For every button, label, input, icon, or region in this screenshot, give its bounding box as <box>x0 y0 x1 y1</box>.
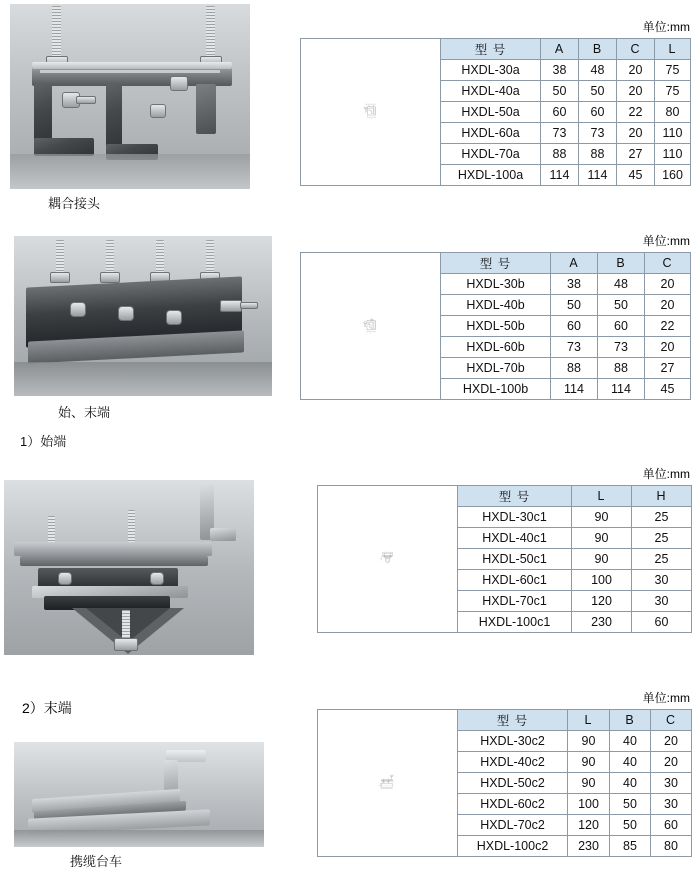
col-header-b: B <box>598 253 645 274</box>
cell-model: HXDL-40a <box>441 81 541 102</box>
cell-l: 110 <box>655 144 691 165</box>
cell-c: 27 <box>617 144 655 165</box>
svg-text:B: B <box>370 119 372 121</box>
cell-model: HXDL-60c2 <box>458 794 568 815</box>
cell-a: 73 <box>551 337 598 358</box>
photo-block-cable-trolley <box>14 742 264 868</box>
cell-b: 50 <box>598 295 645 316</box>
cell-a: 114 <box>551 379 598 400</box>
cell-model: HXDL-70b <box>441 358 551 379</box>
section-label-start: 1）始端 <box>20 434 67 449</box>
col-header-b: B <box>610 710 651 731</box>
photo-caption-start-end-terminal: 始、末端 <box>58 405 111 420</box>
cell-b: 73 <box>598 337 645 358</box>
cell-model: HXDL-30c2 <box>458 731 568 752</box>
cell-b: 73 <box>579 123 617 144</box>
cell-model: HXDL-100a <box>441 165 541 186</box>
cell-b: 114 <box>598 379 645 400</box>
hanger-c1-table <box>317 485 692 633</box>
cell-c: 20 <box>645 295 691 316</box>
col-header-c: C <box>651 710 692 731</box>
cell-c: 20 <box>645 337 691 358</box>
svg-text:A: A <box>375 110 377 112</box>
cell-model: HXDL-70c2 <box>458 815 568 836</box>
cell-model: HXDL-30b <box>441 274 551 295</box>
cell-a: 60 <box>551 316 598 337</box>
cell-c: 20 <box>617 60 655 81</box>
svg-text:B: B <box>370 333 372 335</box>
cell-l: 90 <box>572 549 632 570</box>
photo-column <box>0 0 300 868</box>
start-end-terminal-photo <box>14 236 272 396</box>
cell-model: HXDL-50c2 <box>458 773 568 794</box>
cell-h: 30 <box>632 570 692 591</box>
cell-model: HXDL-100c1 <box>458 612 572 633</box>
cell-l: 100 <box>572 570 632 591</box>
cell-l: 100 <box>568 794 610 815</box>
svg-text:C: C <box>392 782 394 784</box>
diagram-start-end-terminal <box>301 253 441 400</box>
cell-b: 40 <box>610 731 651 752</box>
svg-text:L: L <box>386 790 388 792</box>
unit-label-4: 单位:mm <box>642 691 690 705</box>
cell-model: HXDL-60c1 <box>458 570 572 591</box>
cell-b: 40 <box>610 752 651 773</box>
cell-b: 60 <box>598 316 645 337</box>
cell-b: 85 <box>610 836 651 857</box>
cell-model: HXDL-30a <box>441 60 541 81</box>
cell-model: HXDL-50c1 <box>458 549 572 570</box>
coupling-joint-table <box>300 38 691 186</box>
col-header-h: H <box>632 486 692 507</box>
cell-b: 50 <box>610 794 651 815</box>
cell-l: 75 <box>655 81 691 102</box>
cell-c: 30 <box>651 773 692 794</box>
table-group-coupling-joint <box>300 18 692 186</box>
cell-c: 45 <box>617 165 655 186</box>
bracket-c2-table <box>317 709 692 857</box>
cell-a: 38 <box>551 274 598 295</box>
cell-l: 230 <box>568 836 610 857</box>
unit-label-1: 单位:mm <box>642 20 690 34</box>
cell-a: 73 <box>541 123 579 144</box>
cell-c: 80 <box>651 836 692 857</box>
diagram-coupling-joint <box>301 39 441 186</box>
cell-a: 88 <box>541 144 579 165</box>
cell-h: 60 <box>632 612 692 633</box>
svg-text:C: C <box>369 326 371 328</box>
cell-b: 114 <box>579 165 617 186</box>
photo-block-start-terminal <box>4 480 254 680</box>
cell-l: 110 <box>655 123 691 144</box>
cell-c: 20 <box>617 123 655 144</box>
svg-text:A: A <box>376 325 377 327</box>
cell-model: HXDL-50a <box>441 102 541 123</box>
cell-c: 20 <box>645 274 691 295</box>
col-header-model: 型 号 <box>458 710 568 731</box>
cell-model: HXDL-50b <box>441 316 551 337</box>
diagram-hanger-c1 <box>318 486 458 633</box>
cell-b: 60 <box>579 102 617 123</box>
cell-h: 25 <box>632 507 692 528</box>
hanger-c1-drawing <box>320 549 455 569</box>
table-header-row <box>301 253 691 274</box>
cell-c: 22 <box>645 316 691 337</box>
photo-caption-cable-trolley: 携缆台车 <box>70 854 123 869</box>
cable-trolley-photo <box>14 742 264 847</box>
cell-model: HXDL-60b <box>441 337 551 358</box>
photo-caption-coupling-joint: 耦合接头 <box>48 196 101 211</box>
table-header-row <box>318 710 692 731</box>
cell-l: 75 <box>655 60 691 81</box>
col-header-model: 型 号 <box>458 486 572 507</box>
cell-b: 40 <box>610 773 651 794</box>
diagram-bracket-c2 <box>318 710 458 857</box>
cell-h: 25 <box>632 549 692 570</box>
photo-block-coupling-joint <box>10 4 250 211</box>
cell-model: HXDL-40c2 <box>458 752 568 773</box>
svg-text:B: B <box>379 785 381 787</box>
table-header-row <box>301 39 691 60</box>
svg-text:C: C <box>370 112 372 113</box>
svg-text:H: H <box>380 558 381 560</box>
cell-l: 120 <box>572 591 632 612</box>
cell-l: 80 <box>655 102 691 123</box>
coupling-joint-photo <box>10 4 250 189</box>
svg-text:L: L <box>369 103 371 105</box>
table-group-bracket-c2 <box>317 689 692 857</box>
col-header-l: L <box>568 710 610 731</box>
cell-a: 60 <box>541 102 579 123</box>
cell-l: 90 <box>572 507 632 528</box>
cell-c: 30 <box>651 794 692 815</box>
col-header-c: C <box>617 39 655 60</box>
cell-a: 114 <box>541 165 579 186</box>
cell-h: 30 <box>632 591 692 612</box>
section-label-end: 2）末端 <box>22 700 72 716</box>
start-end-terminal-table <box>300 252 691 400</box>
cell-model: HXDL-40b <box>441 295 551 316</box>
cell-c: 22 <box>617 102 655 123</box>
col-header-l: L <box>572 486 632 507</box>
cell-l: 160 <box>655 165 691 186</box>
cell-model: HXDL-100b <box>441 379 551 400</box>
cell-model: HXDL-70a <box>441 144 541 165</box>
col-header-a: A <box>541 39 579 60</box>
cell-h: 25 <box>632 528 692 549</box>
coupling-joint-drawing <box>303 102 438 122</box>
cell-a: 50 <box>541 81 579 102</box>
cell-c: 20 <box>651 731 692 752</box>
unit-label-3: 单位:mm <box>642 467 690 481</box>
cell-c: 20 <box>651 752 692 773</box>
cell-b: 48 <box>598 274 645 295</box>
photo-block-start-end-terminal <box>14 236 272 449</box>
table-group-start-end-terminal <box>300 232 692 400</box>
bracket-c2-drawing <box>320 773 455 793</box>
col-header-l: L <box>655 39 691 60</box>
cell-model: HXDL-70c1 <box>458 591 572 612</box>
cell-l: 90 <box>572 528 632 549</box>
cell-l: 230 <box>572 612 632 633</box>
col-header-c: C <box>645 253 691 274</box>
unit-label-2: 单位:mm <box>642 234 690 248</box>
cell-b: 88 <box>598 358 645 379</box>
cell-b: 50 <box>579 81 617 102</box>
cell-a: 50 <box>551 295 598 316</box>
table-header-row <box>318 486 692 507</box>
cell-b: 50 <box>610 815 651 836</box>
col-header-model: 型 号 <box>441 253 551 274</box>
cell-model: HXDL-30c1 <box>458 507 572 528</box>
cell-l: 120 <box>568 815 610 836</box>
cell-model: HXDL-60a <box>441 123 541 144</box>
cell-model: HXDL-40c1 <box>458 528 572 549</box>
cell-c: 27 <box>645 358 691 379</box>
start-end-terminal-drawing <box>303 316 438 336</box>
cell-model: HXDL-100c2 <box>458 836 568 857</box>
col-header-a: A <box>551 253 598 274</box>
cell-c: 20 <box>617 81 655 102</box>
cell-a: 88 <box>551 358 598 379</box>
table-group-hanger-c1 <box>317 465 692 633</box>
cell-l: 90 <box>568 731 610 752</box>
svg-text:L: L <box>385 551 387 553</box>
cell-c: 60 <box>651 815 692 836</box>
col-header-b: B <box>579 39 617 60</box>
col-header-model: 型 号 <box>441 39 541 60</box>
cell-l: 90 <box>568 773 610 794</box>
cell-b: 48 <box>579 60 617 81</box>
cell-b: 88 <box>579 144 617 165</box>
cell-a: 38 <box>541 60 579 81</box>
start-terminal-photo <box>4 480 254 655</box>
cell-l: 90 <box>568 752 610 773</box>
cell-c: 45 <box>645 379 691 400</box>
